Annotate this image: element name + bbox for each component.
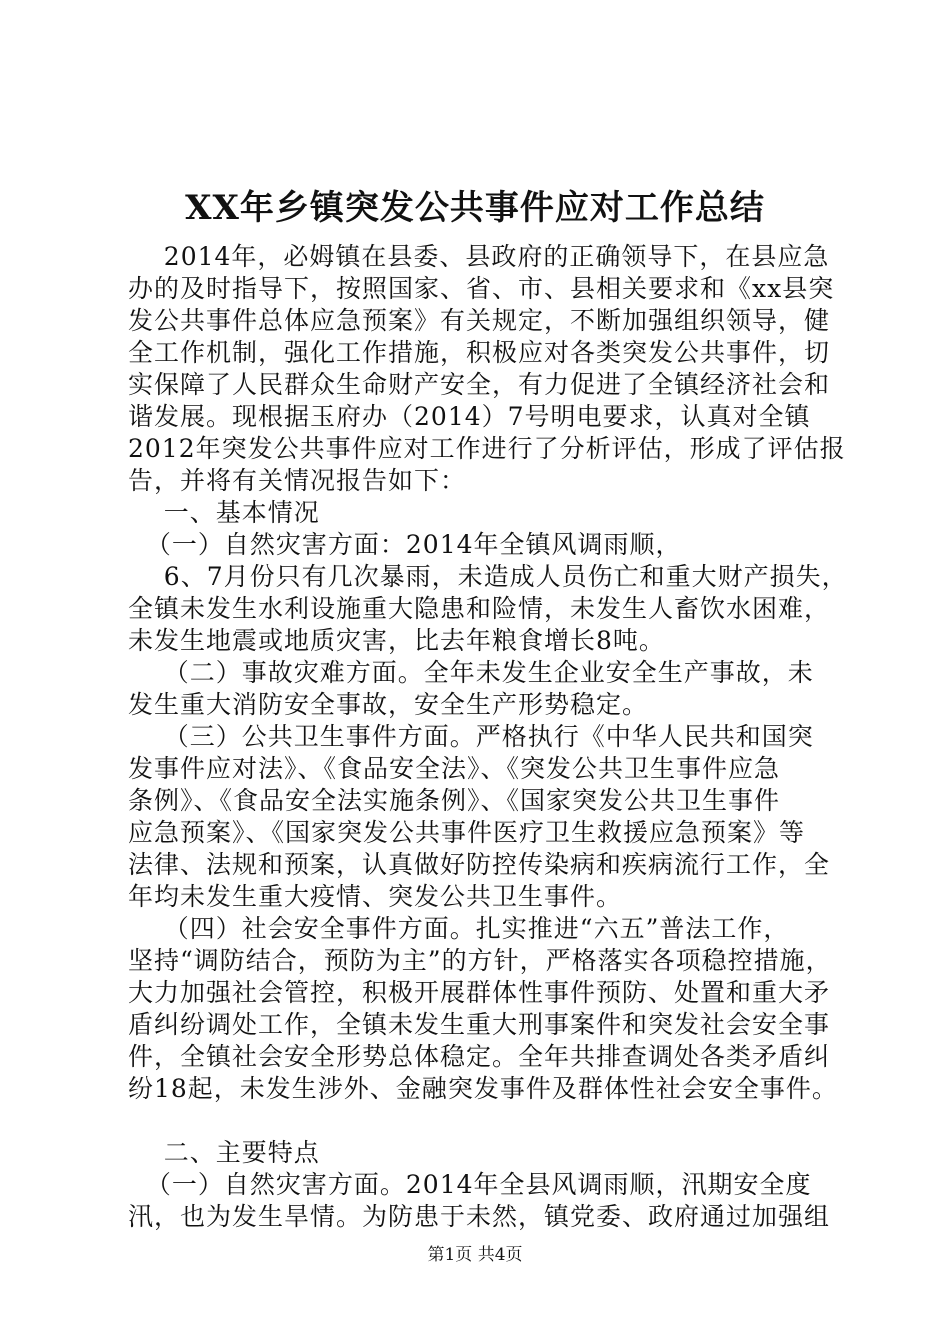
body-line: 件，全镇社会安全形势总体稳定。全年共排查调处各类矛盾纠 [128,1042,831,1071]
body-line: 应急预案》、《国家突发公共事件医疗卫生救援应急预案》等 [128,818,806,847]
body-line: 盾纠纷调处工作，全镇未发生重大刑事案件和突发社会安全事 [128,1010,831,1039]
body-line: 纷18起，未发生涉外、金融突发事件及群体性社会安全事件。 [128,1074,838,1103]
body-line: 告，并将有关情况报告如下： [128,466,467,495]
body-line: 办的及时指导下，按照国家、省、市、县相关要求和《xx县突 [128,274,835,303]
subsection-heading: （一）自然灾害方面。2014年全县风调雨顺，汛期安全度 [128,1170,812,1199]
body-line: 条例》、《食品安全法实施条例》、《国家突发公共卫生事件 [128,786,781,815]
section-heading: 二、主要特点 [128,1138,320,1167]
document-title: XX年乡镇突发公共事件应对工作总结 [185,188,765,228]
body-line: 发生重大消防安全事故，安全生产形势稳定。 [128,690,649,719]
page-footer: 第1页 共4页 [427,1245,523,1265]
body-line: 全镇未发生水利设施重大隐患和险情，未发生人畜饮水困难， [128,594,831,623]
body-line: 坚持“调防结合，预防为主”的方针，严格落实各项稳控措施， [128,946,832,975]
body-line: 年均未发生重大疫情、突发公共卫生事件。 [128,882,623,911]
body-line: 实保障了人民群众生命财产安全，有力促进了全镇经济社会和 [128,370,831,399]
body-line: 汛，也为发生旱情。为防患于未然，镇党委、政府通过加强组 [128,1202,831,1231]
body-line: 谐发展。现根据玉府办（2014）7号明电要求，认真对全镇 [128,402,811,431]
body-line: 发公共事件总体应急预案》有关规定，不断加强组织领导，健 [128,306,831,335]
body-line: 发事件应对法》、《食品安全法》、《突发公共卫生事件应急 [128,754,781,783]
section-heading: 一、基本情况 [128,498,320,527]
body-line: 2014年，必姆镇在县委、县政府的正确领导下，在县应急 [128,242,830,271]
body-line: 全工作机制，强化工作措施，积极应对各类突发公共事件，切 [128,338,831,367]
subsection-heading: （一）自然灾害方面：2014年全镇风调雨顺， [128,530,682,559]
body-line: （四）社会安全事件方面。扎实推进“六五”普法工作， [128,914,790,943]
body-line: 法律、法规和预案，认真做好防控传染病和疾病流行工作，全 [128,850,831,879]
body-line: （二）事故灾难方面。全年未发生企业安全生产事故，未 [128,658,814,687]
body-line: 6、7月份只有几次暴雨，未造成人员伤亡和重大财产损失， [128,562,848,591]
body-line: 大力加强社会管控，积极开展群体性事件预防、处置和重大矛 [128,978,831,1007]
body-line: 未发生地震或地质灾害，比去年粮食增长8吨。 [128,626,665,655]
body-line: 2012年突发公共事件应对工作进行了分析评估，形成了评估报 [128,434,846,463]
body-line: （三）公共卫生事件方面。严格执行《中华人民共和国突 [128,722,814,751]
